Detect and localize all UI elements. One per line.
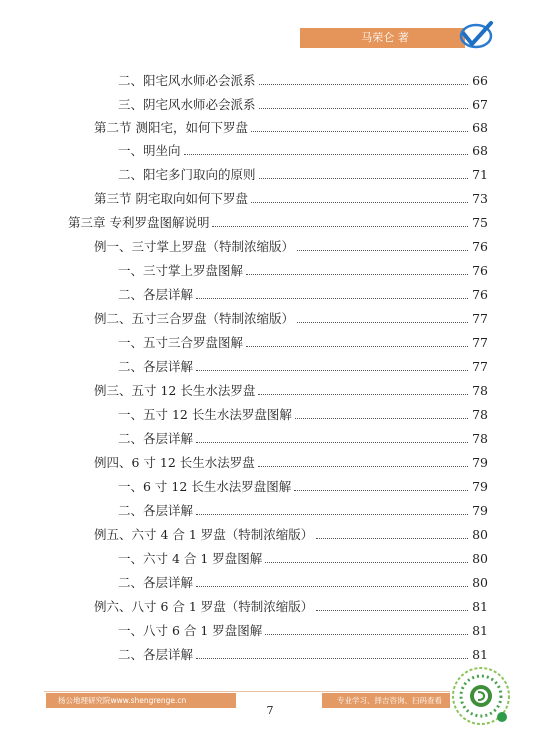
toc-entry xyxy=(118,644,488,666)
footer-website: 杨公地理研究院www.shengrenge.cn xyxy=(46,693,236,708)
toc-leader-dots xyxy=(258,394,468,395)
toc-entry xyxy=(94,236,488,258)
toc-leader-dots xyxy=(196,586,468,587)
toc-leader-dots xyxy=(246,346,468,347)
toc-entry xyxy=(94,188,488,210)
toc-leader-dots xyxy=(212,226,468,227)
toc-entry-page: 78 xyxy=(472,431,488,446)
toc-leader-dots xyxy=(265,562,468,563)
toc-entry-page: 80 xyxy=(472,527,488,542)
toc-entry xyxy=(118,548,488,570)
toc-leader-dots xyxy=(259,178,468,179)
toc-leader-dots xyxy=(259,108,468,109)
toc-entry xyxy=(94,596,488,618)
toc-leader-dots xyxy=(295,418,468,419)
toc-entry-title: 例六、八寸 6 合 1 罗盘（特制浓缩版） xyxy=(94,599,314,614)
toc-entry xyxy=(94,452,488,474)
toc-leader-dots xyxy=(196,514,468,515)
footer-rule xyxy=(44,691,504,692)
toc-entry-page: 71 xyxy=(472,167,488,182)
toc-entry xyxy=(118,404,488,426)
toc-entry-title: 二、各层详解 xyxy=(118,503,194,518)
toc-entry-title: 第三章 专利罗盘图解说明 xyxy=(68,215,210,230)
toc-entry-page: 80 xyxy=(472,551,488,566)
page-number: 7 xyxy=(266,704,274,717)
footer-slogan: 专业学习、择吉咨询、扫码查看 xyxy=(322,693,457,708)
toc-entry-title: 例二、五寸三合罗盘（特制浓缩版） xyxy=(94,311,295,326)
toc-entry-page: 80 xyxy=(472,575,488,590)
toc-entry-page: 77 xyxy=(472,335,488,350)
toc-entry-page: 78 xyxy=(472,407,488,422)
toc-entry-page: 68 xyxy=(472,120,488,135)
toc-entry-page: 73 xyxy=(472,191,488,206)
toc-entry-title: 一、八寸 6 合 1 罗盘图解 xyxy=(118,623,263,638)
toc-entry xyxy=(118,140,488,162)
toc-leader-dots xyxy=(294,490,468,491)
toc-leader-dots xyxy=(251,202,468,203)
toc-entry-title: 二、阳宅风水师必会派系 xyxy=(118,73,256,88)
toc-entry-page: 76 xyxy=(472,263,488,278)
toc-entry-title: 例五、六寸 4 合 1 罗盘（特制浓缩版） xyxy=(94,527,314,542)
toc-entry-title: 例三、五寸 12 长生水法罗盘 xyxy=(94,383,256,398)
toc-entry-page: 75 xyxy=(472,215,488,230)
toc-entry xyxy=(94,524,488,546)
toc-entry-title: 二、各层详解 xyxy=(118,287,194,302)
toc-entry-page: 79 xyxy=(472,455,488,470)
qr-code-icon xyxy=(450,665,512,727)
toc-leader-dots xyxy=(196,298,468,299)
checkmark-logo-icon xyxy=(458,20,494,50)
toc-leader-dots xyxy=(196,442,468,443)
toc-entry-title: 第二节 测阳宅，如何下罗盘 xyxy=(94,120,248,135)
toc-entry-page: 68 xyxy=(472,143,488,158)
toc-entry xyxy=(118,260,488,282)
toc-leader-dots xyxy=(297,322,468,323)
toc-entry-title: 二、各层详解 xyxy=(118,359,194,374)
toc-entry-title: 一、三寸掌上罗盘图解 xyxy=(118,263,244,278)
toc-entry xyxy=(118,572,488,594)
toc-entry xyxy=(118,476,488,498)
toc-entry-page: 77 xyxy=(472,311,488,326)
toc-entry xyxy=(118,500,488,522)
toc-entry-title: 二、各层详解 xyxy=(118,647,194,662)
toc-entry-title: 第三节 阴宅取向如何下罗盘 xyxy=(94,191,248,206)
toc-entry-title: 一、明坐向 xyxy=(118,143,181,158)
toc-entry-page: 76 xyxy=(472,287,488,302)
toc-leader-dots xyxy=(196,370,468,371)
toc-entry xyxy=(118,94,488,116)
toc-leader-dots xyxy=(259,84,468,85)
toc-entry xyxy=(118,620,488,642)
toc-leader-dots xyxy=(316,610,468,611)
toc-entry xyxy=(118,332,488,354)
toc-entry-page: 79 xyxy=(472,479,488,494)
toc-entry-title: 二、各层详解 xyxy=(118,575,194,590)
toc-entry xyxy=(118,356,488,378)
toc-leader-dots xyxy=(196,658,468,659)
toc-entry xyxy=(94,117,488,139)
toc-entry-title: 一、6 寸 12 长生水法罗盘图解 xyxy=(118,479,292,494)
toc-entry-title: 二、各层详解 xyxy=(118,431,194,446)
toc-entry xyxy=(118,70,488,92)
toc-leader-dots xyxy=(316,538,468,539)
toc-entry-title: 二、阳宅多门取向的原则 xyxy=(118,167,256,182)
toc-entry-title: 一、五寸 12 长生水法罗盘图解 xyxy=(118,407,292,422)
toc-leader-dots xyxy=(246,274,468,275)
toc-entry-title: 一、六寸 4 合 1 罗盘图解 xyxy=(118,551,263,566)
toc-entry-page: 78 xyxy=(472,383,488,398)
toc-entry-title: 一、五寸三合罗盘图解 xyxy=(118,335,244,350)
toc-entry-page: 76 xyxy=(472,239,488,254)
toc-leader-dots xyxy=(251,131,468,132)
toc-entry-page: 77 xyxy=(472,359,488,374)
toc-entry-title: 三、阴宅风水师必会派系 xyxy=(118,97,256,112)
toc-entry-page: 81 xyxy=(472,623,488,638)
toc-entry xyxy=(118,284,488,306)
toc-entry-title: 例四、6 寸 12 长生水法罗盘 xyxy=(94,455,255,470)
toc-entry-page: 81 xyxy=(472,599,488,614)
toc-leader-dots xyxy=(184,154,468,155)
toc-entry-page: 66 xyxy=(472,73,488,88)
toc-entry xyxy=(118,164,488,186)
toc-leader-dots xyxy=(265,634,468,635)
toc-entry-page: 79 xyxy=(472,503,488,518)
toc-entry xyxy=(68,212,488,234)
toc-entry xyxy=(94,380,488,402)
header-author: 马荣仑 著 xyxy=(361,31,409,44)
toc-entry-title: 例一、三寸掌上罗盘（特制浓缩版） xyxy=(94,239,295,254)
toc-entry-page: 81 xyxy=(472,647,488,662)
toc-entry xyxy=(118,428,488,450)
toc-leader-dots xyxy=(297,250,468,251)
toc-entry-page: 67 xyxy=(472,97,488,112)
toc-entry xyxy=(94,308,488,330)
toc-leader-dots xyxy=(258,466,468,467)
